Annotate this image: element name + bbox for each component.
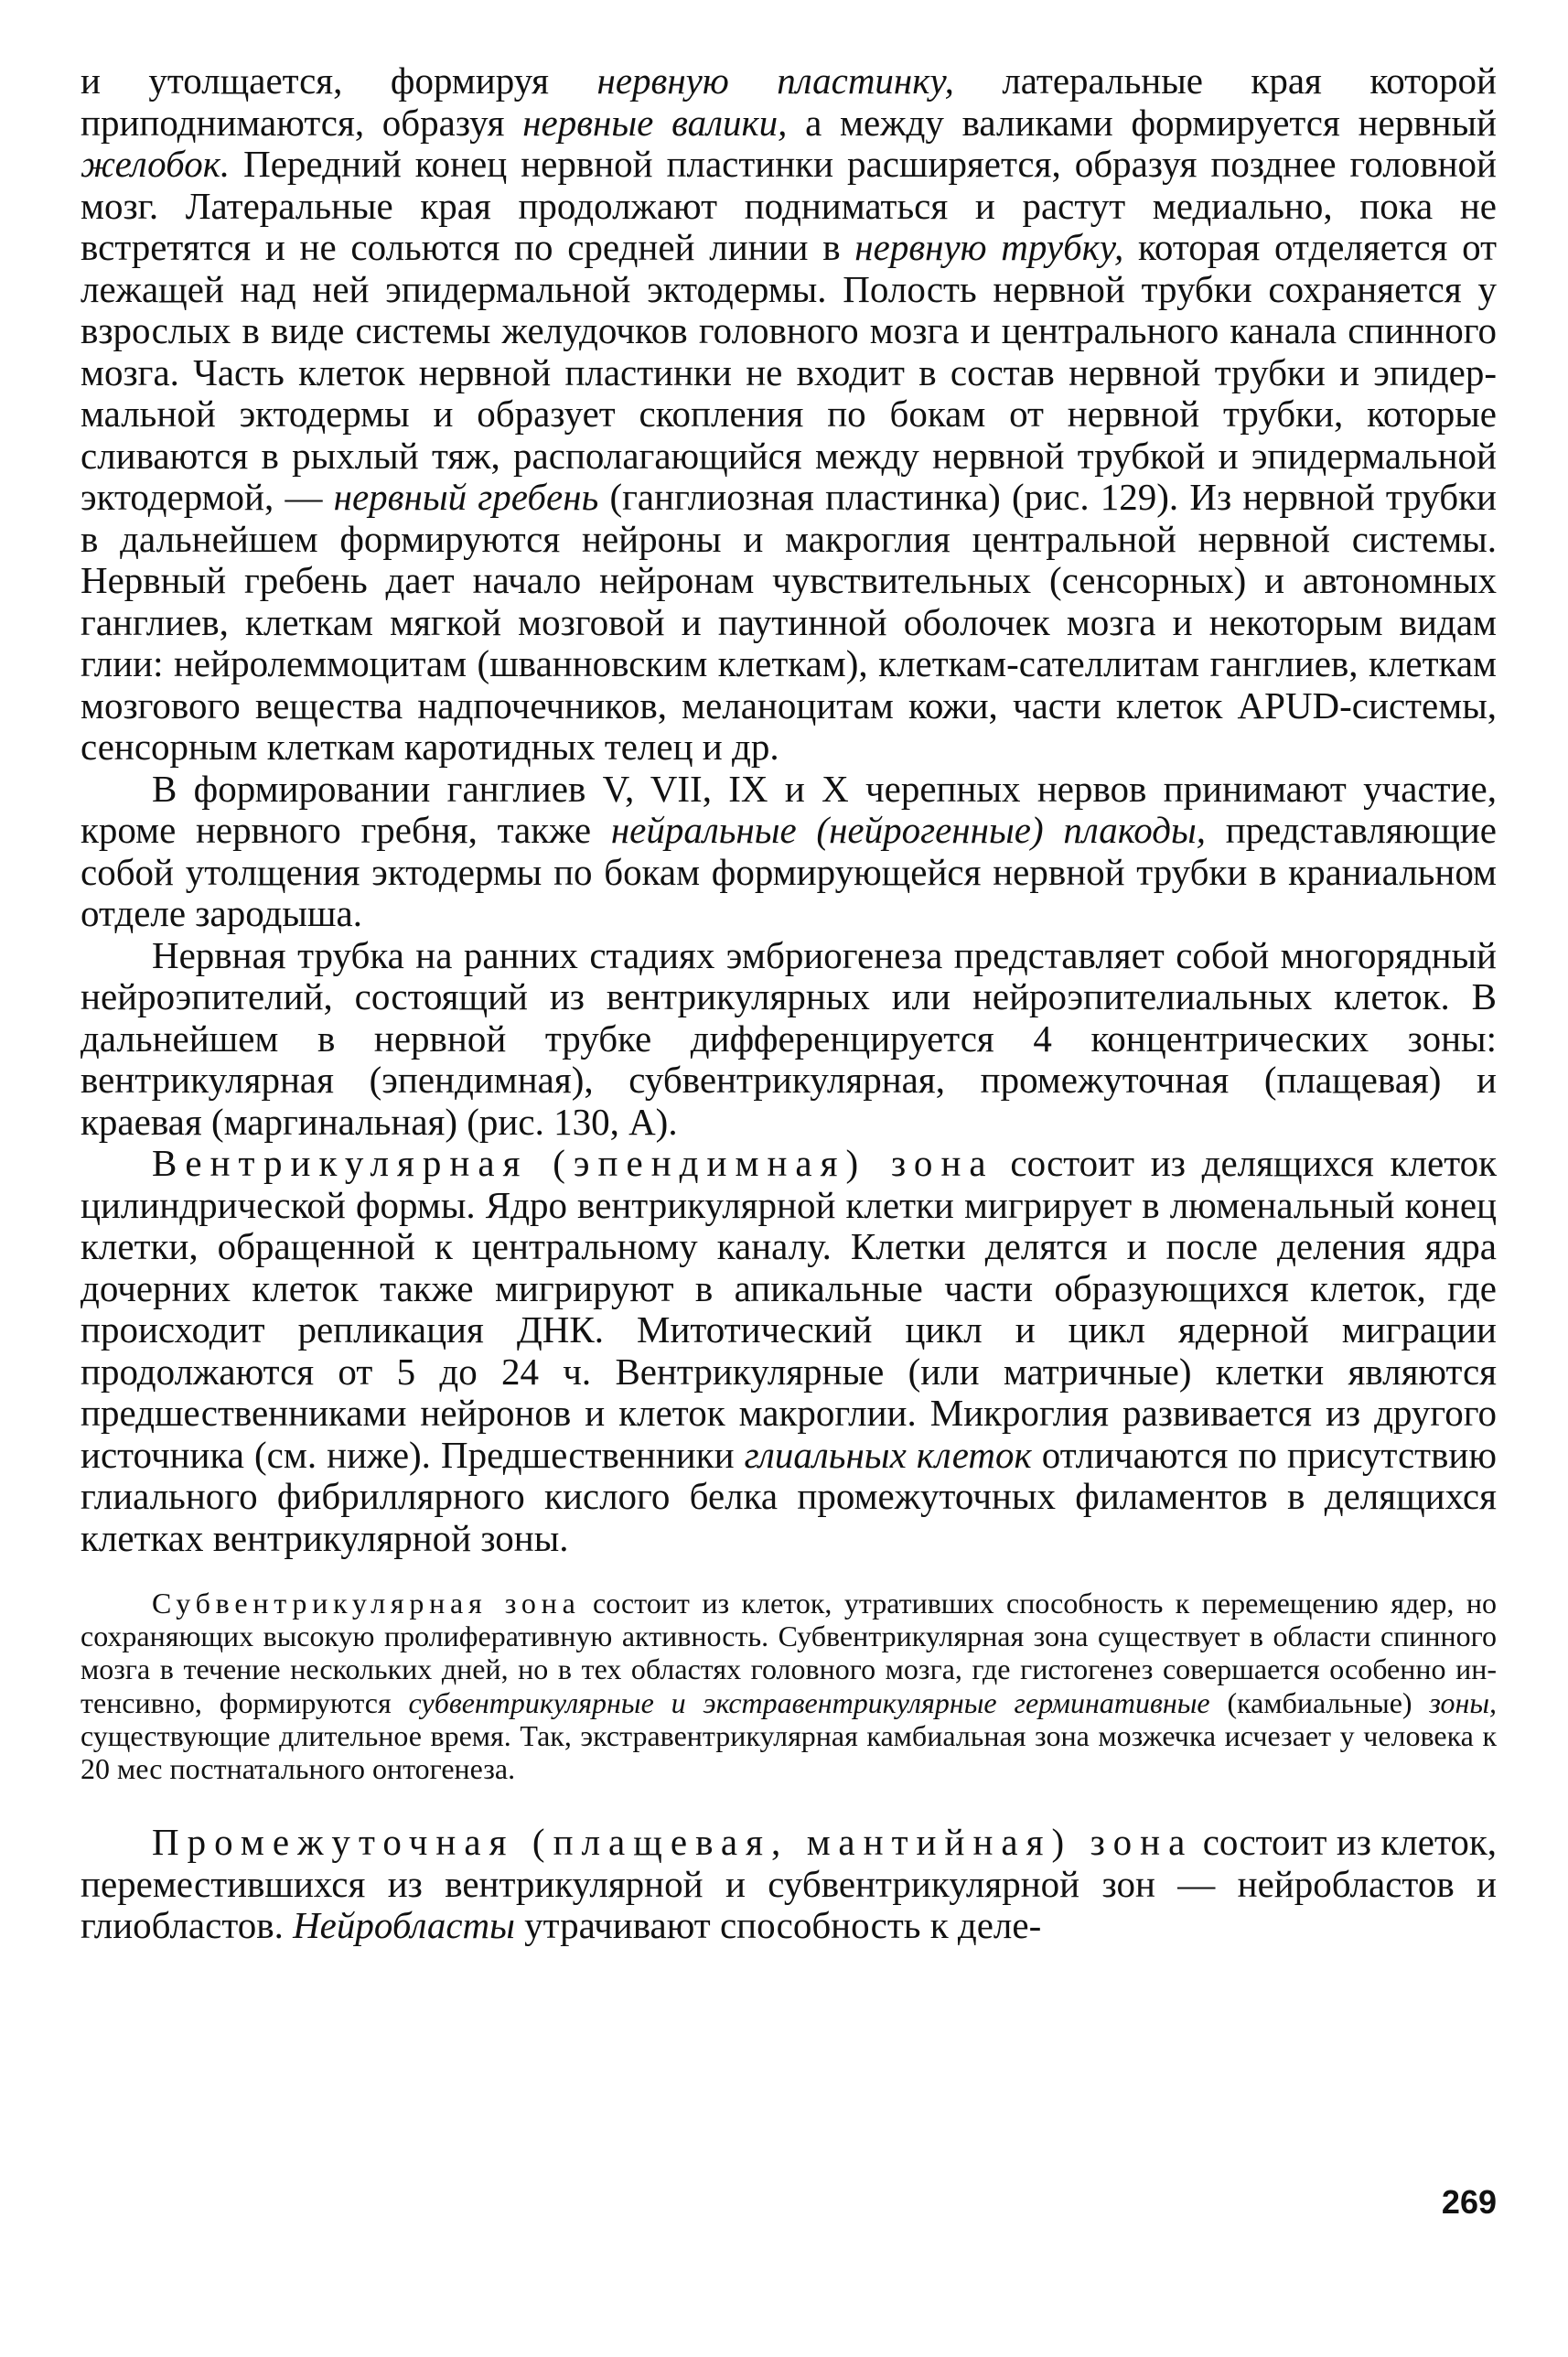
paragraph-intermediate-zone [81,1822,1497,1947]
term-subventricular-zone: Субвентрикулярная зона [152,1587,581,1620]
paragraph-ventricular-zone [81,1143,1497,1559]
paragraph-subventricular-zone [81,1587,1497,1785]
text-span: (камбиальные) [1209,1685,1430,1719]
term-germinative-zones: субвентрикулярные и экстравентрикулярные герминативные [408,1685,1210,1719]
text-span: которая отделяется от лежащей над ней эпидермальной эктодермы. Полость нервной трубки сохраняется у взрослых в виде системы желудочков головного мозга и центрального канала спинного мозга. Часть клеток нервной пластинки не входит в состав нервной трубки и эпидермальной эктодермы и образует скопления по бокам от нервной трубки, которые сливаются в рыхлый тяж, располагающийся между нервной трубкой и эпидермальной эктодермой, — [81,226,1497,518]
term-neuroblasts: Нейробласты [293,1904,515,1947]
page-body [81,60,1497,1947]
text-span: и утолщается, формируя [81,59,597,102]
term-neural-crest: нервный гребень [333,476,599,518]
paragraph-placodes [81,769,1497,935]
term-placodes: нейральные (нейрогенные) плакоды, [610,809,1207,851]
text-span: отличаются по присутствию глиального фибриллярного кислого белка промежуточных филаментов в делящихся клетках вентрикулярной зоны. [81,1433,1497,1559]
spacer [81,1559,1497,1587]
term-glial-cells: глиальных клеток [744,1433,1032,1476]
term-neural-plate: нервную пластинку, [596,59,954,102]
text-span: а между валиками формируется нервный [787,101,1498,144]
term-ventricular-zone: Вентрикулярная (эпендимная) зона [152,1142,994,1184]
text-span: В формировании ганглиев V, VII, IX и X черепных нервов принимают участие, кроме нервного гребня, также [81,767,1497,851]
text-span: утрачивают способность к деле- [514,1904,1042,1947]
term-intermediate-zone: Промежуточная (плащевая, мантийная) зона [152,1821,1194,1864]
text-span: состоит из клеток, переместившихся из вентрикулярной и субвентрикулярной зон — нейробластов и глиобластов. [81,1821,1497,1947]
text-span: (ганглиозная пластинка) (рис. 129). Из нервной трубки в дальнейшем формируются нейроны и макроглия центральной нервной системы. Нервный гребень дает начало нейронам чувствительных (сенсорных) и автономных ганглиев, клеткам мягкой мозговой и паутинной оболочек мозга и некоторым видам глии: нейролеммоцитам (шванновским клеткам), клеткам-сателлитам ганглиев, клеткам мозгового вещества надпочечников, меланоцитам кожи, части клеток APUD-системы, сенсорным клеткам каротидных телец и др. [81,476,1497,768]
term-zones: зоны, [1429,1685,1498,1719]
paragraph-neural-tube-zones [81,935,1497,1144]
text-span: представляющие собой утолщения эктодермы по бокам формирующейся нервной трубки в краниальном отделе зародыша. [81,809,1497,934]
text-span: существующие длительное время. Так, экстравентрикулярная камбиальная зона мозжечка исчезает у человека к 20 мес постнатального онтогенеза. [81,1718,1497,1786]
page-number: 269 [1441,2183,1497,2221]
term-neural-folds: нервные валики, [522,101,788,144]
text-span: Нервная трубка на ранних стадиях эмбриогенеза представляет собой многорядный нейроэпителий, состоящий из вентрикулярных или нейроэпителиальных клеток. В дальнейшем в нервной трубке дифференцируется 4 концентрических зоны: вентрикулярная (эпендимная), субвентрикулярная, промежуточная (плащевая) и краевая (маргинальная) (рис. 130, А). [81,933,1497,1143]
text-span: Передний конец нервной пластинки расширяется, образуя позднее головной мозг. Латеральные края продолжают подниматься и растут медиально, пока не встретятся и не сольются по средней линии в [81,143,1497,268]
spacer [81,1785,1497,1822]
text-span: состоит из делящихся клеток цилиндрической формы. Ядро вентрикулярной клетки мигрирует в люменальный конец клетки, обращенной к центральному каналу. Клетки делятся и после деления ядра дочерних клеток также мигрируют в апикальные части образующихся клеток, где происходит репликация ДНК. Митотический цикл и цикл ядерной миграции продолжаются от 5 до 24 ч. Вентрикулярные (или матричные) клетки являются предшественниками нейронов и клеток макроглии. Микроглия развивается из другого источника (см. ниже). Предшественники [81,1142,1497,1476]
text-span: латеральные края которой приподнимаются, образуя [81,59,1497,144]
term-neural-tube: нервную трубку, [854,226,1124,268]
paragraph-neural-tube-formation [81,60,1497,769]
term-neural-groove: желобок. [81,143,231,185]
text-span: состоит из клеток, утративших способность к перемещению ядер, но сохраняющих высокую пролиферативную активность. Субвентрикулярная зона существует в области спинного мозга в течение нескольких дней, но в тех областях головного мозга, где гистогенез совершается особенно интенсивно, формируются [81,1587,1497,1719]
